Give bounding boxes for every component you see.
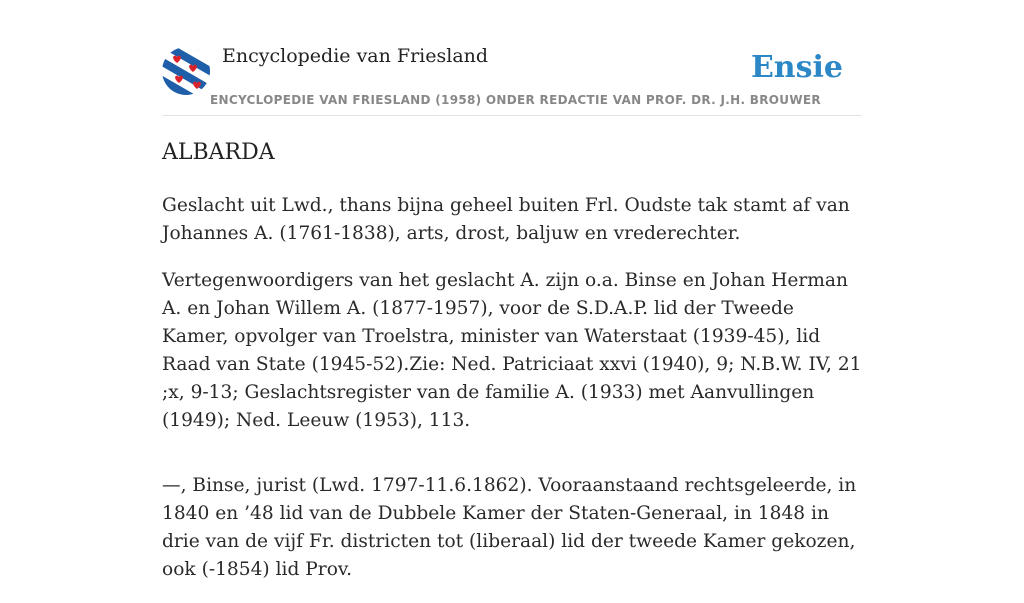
site-title[interactable]: Encyclopedie van Friesland <box>222 45 489 67</box>
header-divider <box>162 115 862 116</box>
frisian-flag-icon[interactable] <box>162 47 210 95</box>
entry-body <box>162 192 866 603</box>
entry-title: ALBARDA <box>162 140 275 165</box>
entry-paragraph: —, Binse, jurist (Lwd. 1797-11.6.1862). Vooraanstaand rechtsgeleerde, in 1840 en ’48 lid van de Dubbele Kamer der Staten-Generaal, in 1848 in drie van de vijf Fr. districten tot (liberaal) lid der tweede Kamer gekozen, ook (-1854) lid Prov. <box>162 475 857 580</box>
ensie-brand-link[interactable]: Ensie <box>750 50 843 85</box>
entry-paragraph: Geslacht uit Lwd., thans bijna geheel buiten Frl. Oudste tak stamt af van Johannes A. (1761-1838), arts, drost, baljuw en vrederechter. <box>162 195 850 244</box>
encyclopedia-subtitle: ENCYCLOPEDIE VAN FRIESLAND (1958) ONDER REDACTIE VAN PROF. DR. J.H. BROUWER <box>210 93 821 107</box>
entry-paragraph: Vertegenwoordigers van het geslacht A. zijn o.a. Binse en Johan Herman A. en Johan Willem A. (1877-1957), voor de S.D.A.P. lid der Tweede Kamer, opvolger van Troelstra, minister van Waterstaat (1939-45), lid Raad van State (1945-52).Zie: Ned. Patriciaat xxvi (1940), 9; N.B.W. IV, 21 ;x, 9-13; Geslachtsregister van de familie A. (1933) met Aanvullingen (1949); Ned. Leeuw (1953), 113. <box>162 270 862 431</box>
